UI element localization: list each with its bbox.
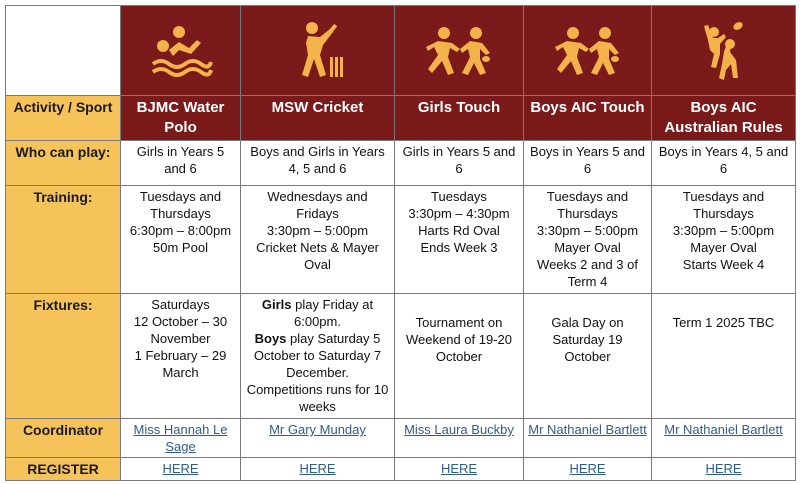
training-venue: 50m Pool bbox=[153, 240, 208, 255]
who-cell: Boys and Girls in Years 4, 5 and 6 bbox=[241, 141, 395, 186]
fixtures-row bbox=[6, 294, 796, 419]
training-time: 3:30pm – 5:00pm bbox=[672, 223, 775, 238]
coordinator-link[interactable]: Mr Gary Munday bbox=[269, 422, 366, 437]
training-days: Wednesdays and Fridays bbox=[267, 189, 368, 221]
fixtures-cell bbox=[121, 294, 241, 419]
fixture-line: Tournament on Weekend of 19-20 October bbox=[406, 315, 512, 364]
fixture-girls bbox=[245, 296, 390, 330]
fixtures-cell bbox=[395, 294, 524, 419]
register-cell bbox=[241, 458, 395, 481]
icon-cell bbox=[524, 6, 652, 96]
who-cell: Girls in Years 5 and 6 bbox=[121, 141, 241, 186]
coordinator-cell bbox=[241, 419, 395, 458]
fixtures-cell bbox=[241, 294, 395, 419]
coordinator-cell bbox=[395, 419, 524, 458]
register-link[interactable]: HERE bbox=[162, 461, 199, 476]
coordinator-link[interactable]: Mr Nathaniel Bartlett bbox=[528, 422, 647, 437]
row-label: Who can play: bbox=[6, 141, 121, 186]
icon-row bbox=[6, 6, 796, 96]
icon-cell bbox=[121, 6, 241, 96]
water-polo-icon bbox=[149, 24, 213, 78]
coordinator-link[interactable]: Miss Hannah Le Sage bbox=[133, 422, 228, 454]
coordinator-row bbox=[6, 419, 796, 458]
row-label: Training: bbox=[6, 186, 121, 294]
touch-football-icon bbox=[553, 25, 623, 77]
activity-name: Girls Touch bbox=[395, 96, 524, 141]
fixture-line: Gala Day on Saturday 19 October bbox=[551, 315, 624, 364]
girls-bold: Girls bbox=[261, 297, 292, 312]
fixture-line: 12 October – 30 November bbox=[133, 314, 228, 346]
fixture-note: Competitions runs for 10 weeks bbox=[246, 382, 389, 414]
fixture-line: Saturdays bbox=[151, 297, 210, 312]
register-cell bbox=[652, 458, 796, 481]
who-row bbox=[6, 141, 796, 186]
training-venue: Mayer Oval bbox=[554, 240, 621, 255]
training-note: Weeks 2 and 3 of Term 4 bbox=[537, 257, 638, 289]
activity-name: Boys AIC Australian Rules bbox=[652, 96, 796, 141]
cricket-icon bbox=[290, 21, 346, 81]
fixture-boys bbox=[245, 330, 390, 381]
training-days: Tuesdays and Thursdays bbox=[139, 189, 222, 221]
register-cell bbox=[121, 458, 241, 481]
training-time: 3:30pm – 5:00pm bbox=[536, 223, 639, 238]
coordinator-cell bbox=[121, 419, 241, 458]
who-cell: Boys in Years 5 and 6 bbox=[524, 141, 652, 186]
row-label: REGISTER bbox=[6, 458, 121, 481]
activity-name: BJMC Water Polo bbox=[121, 96, 241, 141]
training-note: Starts Week 4 bbox=[682, 257, 765, 272]
training-cell bbox=[121, 186, 241, 294]
coordinator-link[interactable]: Miss Laura Buckby bbox=[404, 422, 514, 437]
fixtures-cell bbox=[524, 294, 652, 419]
training-days: Tuesdays and Thursdays bbox=[546, 189, 629, 221]
training-cell bbox=[524, 186, 652, 294]
register-link[interactable]: HERE bbox=[705, 461, 742, 476]
who-cell: Boys in Years 4, 5 and 6 bbox=[652, 141, 796, 186]
fixtures-cell bbox=[652, 294, 796, 419]
row-label: Fixtures: bbox=[6, 294, 121, 419]
who-cell: Girls in Years 5 and 6 bbox=[395, 141, 524, 186]
touch-football-icon bbox=[424, 25, 494, 77]
activity-name: MSW Cricket bbox=[241, 96, 395, 141]
training-note: Ends Week 3 bbox=[420, 240, 498, 255]
boys-text: play Saturday 5 October to Saturday 7 December. bbox=[253, 331, 382, 380]
register-link[interactable]: HERE bbox=[440, 461, 478, 476]
icon-cell bbox=[395, 6, 524, 96]
training-venue: Cricket Nets & Mayer Oval bbox=[256, 240, 379, 272]
fixture-line: 1 February – 29 March bbox=[134, 348, 227, 380]
training-cell bbox=[241, 186, 395, 294]
girls-text: play Friday at 6:00pm. bbox=[291, 297, 374, 329]
coordinator-cell bbox=[652, 419, 796, 458]
training-cell bbox=[652, 186, 796, 294]
training-days: Tuesdays bbox=[431, 189, 487, 204]
register-cell bbox=[395, 458, 524, 481]
training-time: 3:30pm – 5:00pm bbox=[266, 223, 369, 238]
training-time: 6:30pm – 8:00pm bbox=[129, 223, 232, 238]
training-venue: Mayer Oval bbox=[690, 240, 757, 255]
training-row bbox=[6, 186, 796, 294]
coordinator-link[interactable]: Mr Nathaniel Bartlett bbox=[664, 422, 783, 437]
register-link[interactable]: HERE bbox=[569, 461, 606, 476]
training-venue: Harts Rd Oval bbox=[418, 223, 500, 238]
icon-cell bbox=[652, 6, 796, 96]
register-link[interactable]: HERE bbox=[299, 461, 336, 476]
row-label: Activity / Sport bbox=[6, 96, 121, 141]
training-days: Tuesdays and Thursdays bbox=[682, 189, 765, 221]
register-row bbox=[6, 458, 796, 481]
register-cell bbox=[524, 458, 652, 481]
fixture-line: Term 1 2025 TBC bbox=[672, 315, 775, 330]
activity-name: Boys AIC Touch bbox=[524, 96, 652, 141]
corner-cell bbox=[6, 6, 121, 96]
sports-table bbox=[5, 5, 796, 481]
coordinator-cell bbox=[524, 419, 652, 458]
training-time: 3:30pm – 4:30pm bbox=[408, 206, 510, 221]
icon-cell bbox=[241, 6, 395, 96]
australian-rules-icon bbox=[698, 20, 750, 82]
row-label: Coordinator bbox=[6, 419, 121, 458]
activity-row bbox=[6, 96, 796, 141]
training-cell bbox=[395, 186, 524, 294]
boys-bold: Boys bbox=[254, 331, 287, 346]
